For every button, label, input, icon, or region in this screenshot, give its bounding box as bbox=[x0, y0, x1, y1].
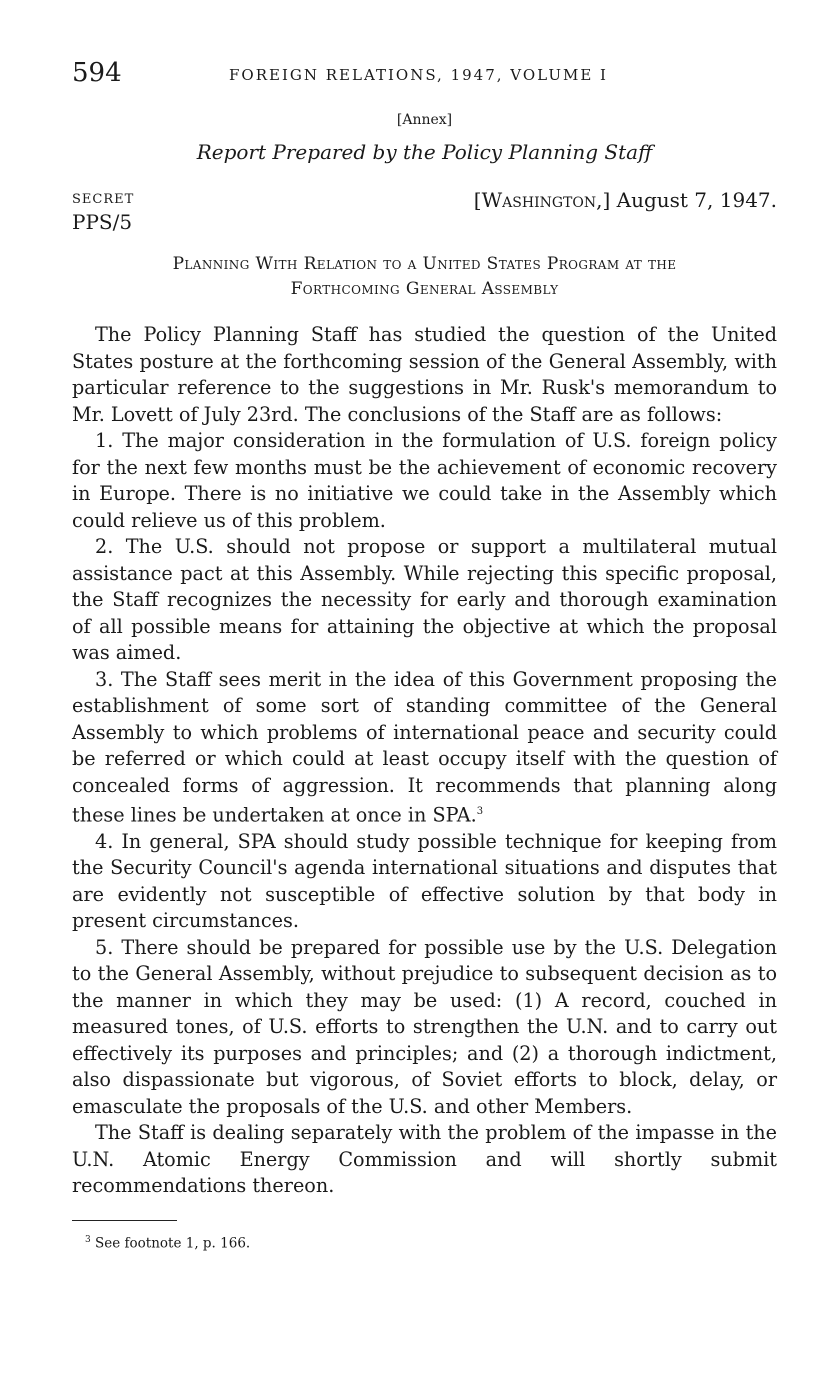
document-date: August 7, 1947. bbox=[610, 188, 777, 212]
paragraph-intro: The Policy Planning Staff has studied the question of the United States posture at the forthcoming session of the General Assembly, with particular reference to the suggestions in Mr. Rusk's memorandum to Mr. Lovett of July 23rd. The conclusions of the Staff are as follows: bbox=[72, 323, 777, 426]
footnote-reference: 3 bbox=[476, 806, 484, 817]
document-meta bbox=[72, 188, 777, 236]
document-title bbox=[72, 252, 777, 302]
paragraph-3-text: 3. The Staff sees merit in the idea of this Government proposing the establishment of some sort of standing committee of the General Assembly to which problems of international peace and security could be referred or which could at least occupy itself with the question of concealed forms of aggression. It recommends that planning along these lines be undertaken at once in SPA. bbox=[72, 667, 777, 827]
paragraph-1: 1. The major consideration in the formulation of U.S. foreign policy for the next few months must be the achievement of economic recovery in Europe. There is no initiative we could take in the Assembly which could relieve us of this problem. bbox=[72, 429, 777, 532]
footnote bbox=[72, 1235, 777, 1252]
document-title-line1: Planning With Relation to a United States Program at the bbox=[172, 254, 677, 274]
footnote-divider bbox=[72, 1220, 177, 1221]
page-header bbox=[72, 58, 777, 92]
annex-label: [Annex] bbox=[396, 112, 453, 128]
paragraph-closing: The Staff is dealing separately with the problem of the impasse in the U.N. Atomic Energy Commission and will shortly submit recommendations thereon. bbox=[72, 1121, 777, 1198]
footnote-mark: 3 bbox=[85, 1234, 91, 1245]
report-title: Report Prepared by the Policy Planning Staff bbox=[196, 140, 653, 164]
paragraph-4: 4. In general, SPA should study possible technique for keeping from the Security Council's agenda international situations and disputes that are evidently not susceptible of effective solution by that body in present circumstances. bbox=[72, 829, 777, 933]
paragraph-3 bbox=[72, 667, 777, 829]
place-date bbox=[474, 188, 777, 212]
place-name: Washington, bbox=[481, 188, 603, 212]
document-id: PPS/5 bbox=[72, 210, 133, 234]
page-number: 594 bbox=[72, 58, 122, 88]
footnote-text: See footnote 1, p. 166. bbox=[90, 1235, 251, 1252]
open-bracket: [ bbox=[473, 188, 482, 212]
close-bracket: ] bbox=[602, 188, 611, 212]
classification-label: SECRET bbox=[72, 192, 135, 207]
document-body bbox=[72, 322, 777, 1200]
paragraph-5: 5. There should be prepared for possible use by the U.S. Delegation to the General Assembly, without prejudice to subsequent decision as to the manner in which they may be used: (1) A record, couched in measured tones, of U.S. efforts to strengthen the U.N. and to carry out effectively its purposes and principles; and (2) a thorough indictment, also dispassionate but vigorous, of Soviet efforts to block, delay, or emasculate the proposals of the U.S. and other Members. bbox=[72, 935, 777, 1118]
document-page bbox=[72, 58, 777, 1251]
running-head: FOREIGN RELATIONS, 1947, VOLUME I bbox=[229, 66, 608, 84]
paragraph-2: 2. The U.S. should not propose or support a multilateral mutual assistance pact at this Assembly. While rejecting this specific proposal, the Staff recognizes the necessity for early and thorough examination of all possible means for attaining the objective at which the proposal was aimed. bbox=[72, 535, 777, 664]
document-title-line2: Forthcoming General Assembly bbox=[290, 279, 559, 299]
